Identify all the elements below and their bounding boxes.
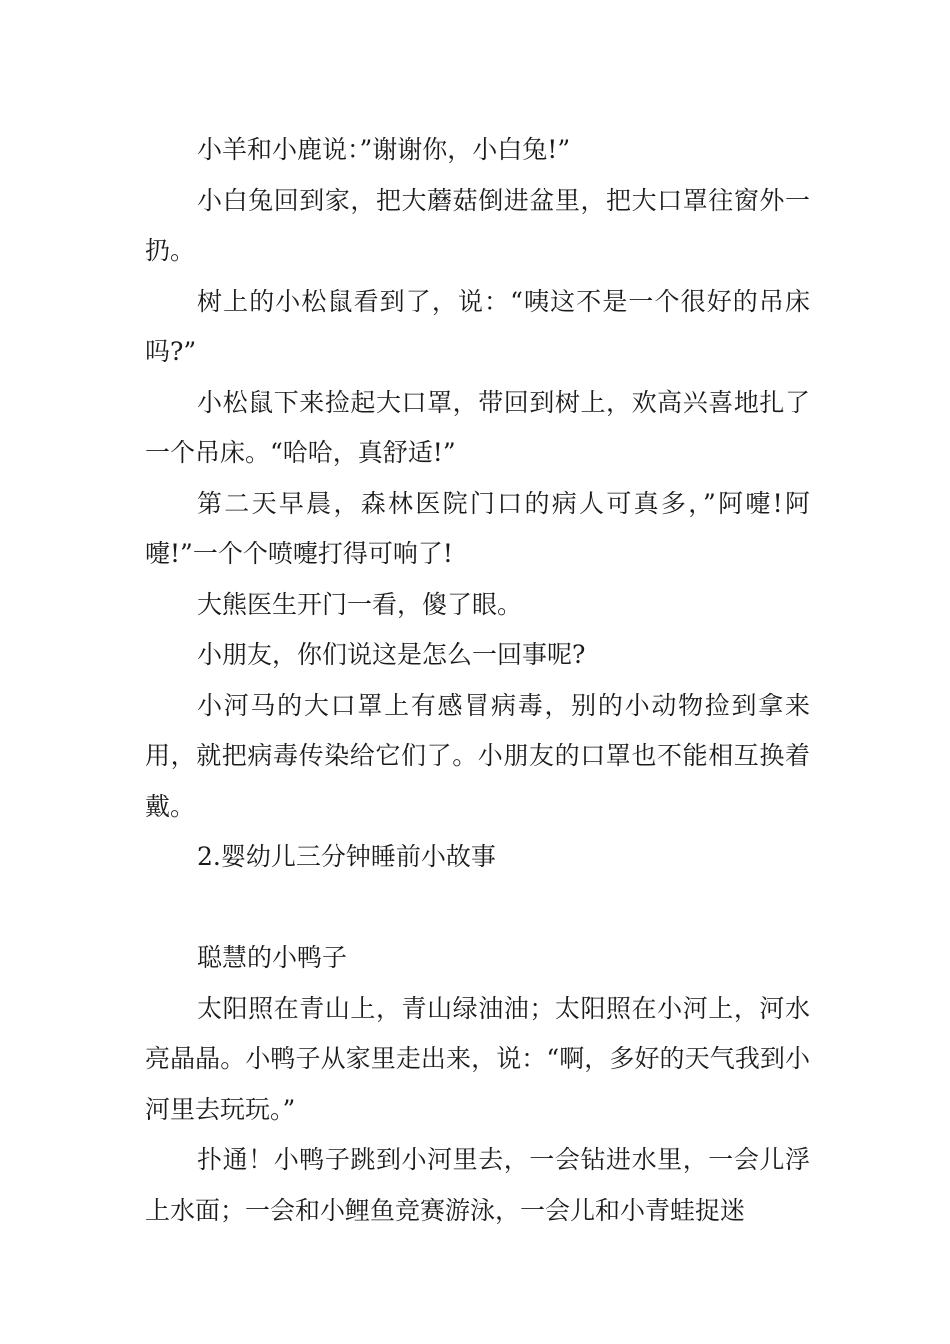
paragraph: 太阳照在青山上，青山绿油油；太阳照在小河上，河水亮晶晶。小鸭子从家里走出来，说：“啊，多好的天气我到小河里去玩玩。” [145,993,810,1124]
story-text [145,125,810,1236]
paragraph: 扑通！小鸭子跳到小河里去，一会钻进水里，一会儿浮上水面；一会和小鲤鱼竞赛游泳，一会儿和小青蛙捉迷 [145,1145,810,1225]
paragraph: 树上的小松鼠看到了，说：“咦这不是一个很好的吊床吗?” [145,286,810,366]
paragraph: 小松鼠下来捡起大口罩，带回到树上，欢高兴喜地扎了一个吊床。“哈哈，真舒适!” [145,387,810,467]
paragraph: 大熊医生开门一看，傻了眼。 [197,589,523,619]
paragraph: 小河马的大口罩上有感冒病毒，别的小动物捡到拿来用，就把病毒传染给它们了。小朋友的口罩也不能相互换着戴。 [145,690,810,821]
paragraph: 第二天早晨，森林医院门口的病人可真多，”阿嚏!阿嚏!”一个个喷嚏打得可响了! [145,488,810,568]
paragraph: 小朋友，你们说这是怎么一回事呢? [197,640,586,669]
story-title: 聪慧的小鸭子 [197,943,348,972]
paragraph: 小白兔回到家，把大蘑菇倒进盆里，把大口罩往窗外一扔。 [145,185,810,265]
section-heading: 2.婴幼儿三分钟睡前小故事 [197,842,496,871]
blank-line [145,883,810,934]
paragraph: 小羊和小鹿说：”谢谢你，小白兔!” [197,135,571,164]
